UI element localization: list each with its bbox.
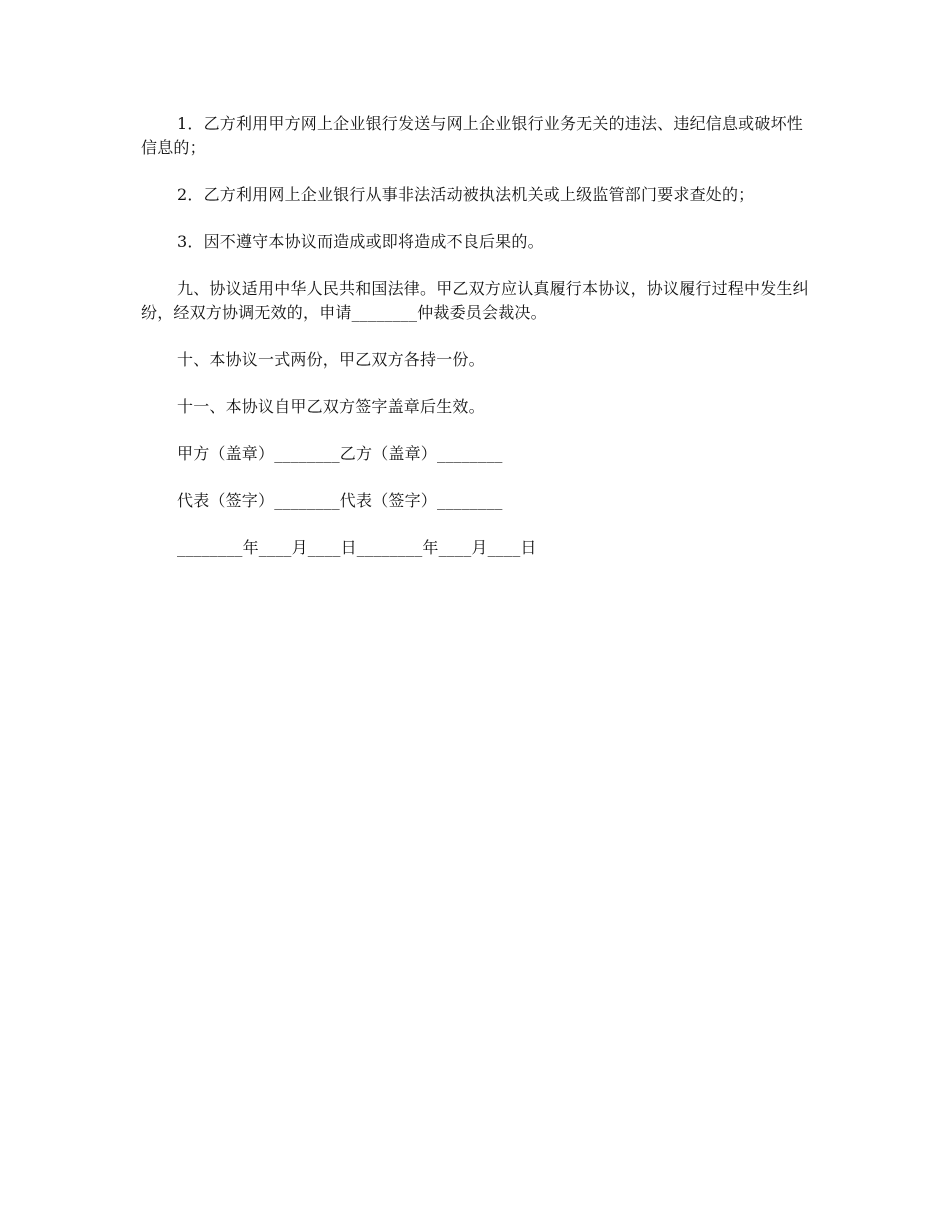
clause-item-1: 1．乙方利用甲方网上企业银行发送与网上企业银行业务无关的违法、违纪信息或破坏性信息的； [141,114,803,157]
seal-line: 甲方（盖章）________乙方（盖章）________ [177,444,503,463]
signature-line: 代表（签字）________代表（签字）________ [177,491,503,510]
clause-eleven-effective: 十一、本协议自甲乙双方签字盖章后生效。 [177,397,485,416]
clause-item-2: 2．乙方利用网上企业银行从事非法活动被执法机关或上级监管部门要求查处的； [177,185,755,204]
clause-nine-governing-law: 九、协议适用中华人民共和国法律。甲乙双方应认真履行本协议，协议履行过程中发生纠纷，经双方协调无效的，申请________仲裁委员会裁决。 [141,279,809,322]
date-line: ________年____月____日________年____月____日 [177,538,537,557]
clause-ten-copies: 十、本协议一式两份，甲乙双方各持一份。 [177,350,485,369]
document-body [141,112,809,583]
clause-item-3: 3．因不遵守本协议而造成或即将造成不良后果的。 [177,232,544,251]
